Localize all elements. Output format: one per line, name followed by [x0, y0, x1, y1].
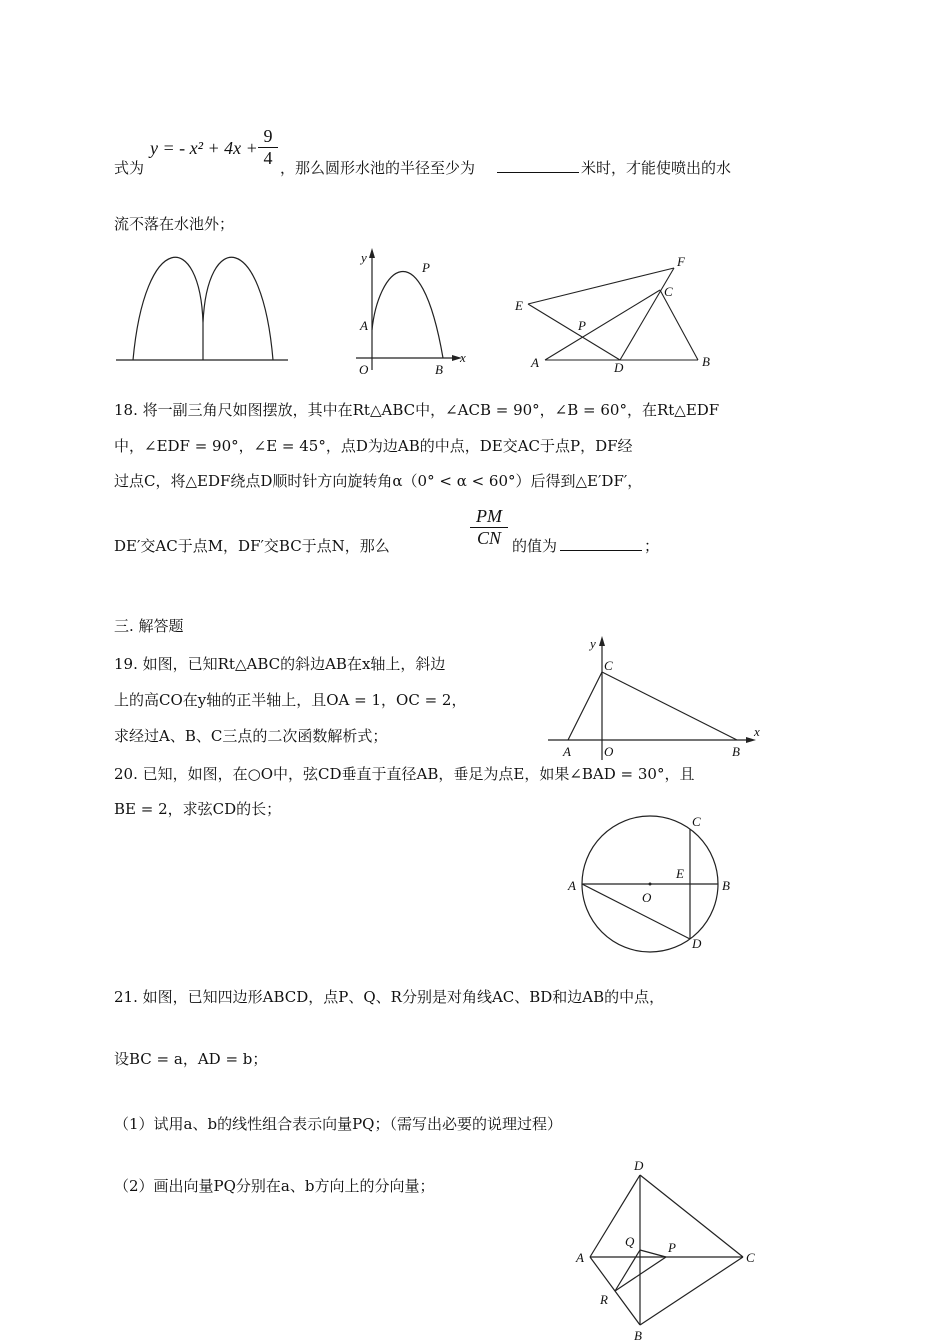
q17-fig3-b: B	[702, 354, 710, 369]
q19-line1: 19. 如图，已知Rt△ABC的斜边AB在x轴上，斜边	[114, 655, 446, 673]
q17-fig3-c: C	[664, 284, 673, 299]
q17-line1-end: 米时，才能使喷出的水	[581, 159, 732, 177]
q18-line4-end: ；	[644, 537, 660, 555]
q20-line1: 20. 已知，如图，在○O中，弦CD垂直于直径AB，垂足为点E，如果∠BAD = 30°，且	[114, 765, 695, 783]
q17-fig3-e: E	[515, 298, 523, 313]
q17-fig2-p: P	[422, 260, 430, 275]
q17-line1-prefix: 式为	[114, 159, 145, 177]
q19-label-a: A	[563, 744, 571, 759]
q17-line2: 流不落在水池外；	[114, 215, 235, 233]
q18-line1: 18. 将一副三角尺如图摆放，其中在Rt△ABC中，∠ACB = 90°，∠B = 60°，在Rt△EDF	[114, 401, 720, 419]
q21-label-p: P	[668, 1240, 676, 1255]
section-title: 三. 解答题	[114, 617, 184, 635]
q17-fig3-d: D	[614, 360, 624, 375]
q19-label-x: x	[754, 724, 760, 739]
q21-label-a: A	[576, 1250, 584, 1265]
q20-line2: BE = 2，求弦CD的长；	[114, 800, 282, 818]
q17-formula: y = - x² + 4x +	[150, 138, 258, 158]
q17-fraction-numerator: 9	[263, 126, 273, 146]
q20-label-c: C	[692, 814, 701, 829]
q21-label-b: B	[634, 1328, 642, 1343]
q21-line2: 设BC = a，AD = b；	[114, 1050, 268, 1068]
q18-line4-suffix: 的值为	[512, 537, 558, 555]
q17-fig3-p: P	[578, 318, 586, 333]
q19-line3: 求经过A、B、C三点的二次函数解析式；	[114, 727, 388, 745]
q20-label-e: E	[676, 866, 684, 881]
q21-label-q: Q	[625, 1234, 635, 1249]
q21-label-d: D	[634, 1158, 644, 1173]
q18-line3: 过点C，将△EDF绕点D顺时针方向旋转角α（0° < α < 60°）后得到△E′DF′，	[114, 472, 643, 490]
q17-fig3-f: F	[677, 254, 685, 269]
q17-line1-text: ，那么圆形水池的半径至少为	[280, 159, 476, 177]
q20-label-d: D	[692, 936, 702, 951]
q17-fig2-y: y	[361, 250, 367, 265]
q20-label-o: O	[642, 890, 652, 905]
q18-fraction-denominator: CN	[470, 527, 508, 549]
q19-label-o: O	[604, 744, 614, 759]
q20-label-a: A	[568, 878, 576, 893]
q17-fig3-a: A	[531, 355, 539, 370]
q21-line1: 21. 如图，已知四边形ABCD，点P、Q、R分别是对角线AC、BD和边AB的中点，	[114, 988, 665, 1006]
q18-line4: DE′交AC于点M，DF′交BC于点N，那么	[114, 537, 390, 555]
q19-label-y: y	[590, 636, 596, 651]
q17-fig2-x: x	[460, 350, 466, 365]
q21-label-r: R	[600, 1292, 608, 1307]
q18-line2: 中，∠EDF = 90°，∠E = 45°，点D为边AB的中点，DE交AC于点P，DF经	[114, 437, 633, 455]
q19-label-b: B	[732, 744, 740, 759]
q17-fig2-a: A	[360, 318, 368, 333]
q20-label-b: B	[722, 878, 730, 893]
q19-line2: 上的高CO在y轴的正半轴上，且OA = 1，OC = 2，	[114, 691, 467, 709]
q18-fraction-numerator: PM	[476, 506, 502, 526]
q19-label-c: C	[604, 658, 613, 673]
q17-fig2-o: O	[359, 362, 369, 377]
q21-label-c: C	[746, 1250, 755, 1265]
q17-fraction-denominator: 4	[258, 147, 278, 169]
q21-part1: （1）试用a、b的线性组合表示向量PQ；（需写出必要的说理过程）	[114, 1115, 562, 1133]
q17-fig2-b: B	[435, 362, 443, 377]
q21-part2: （2）画出向量PQ分别在a、b方向上的分向量；	[114, 1177, 435, 1195]
